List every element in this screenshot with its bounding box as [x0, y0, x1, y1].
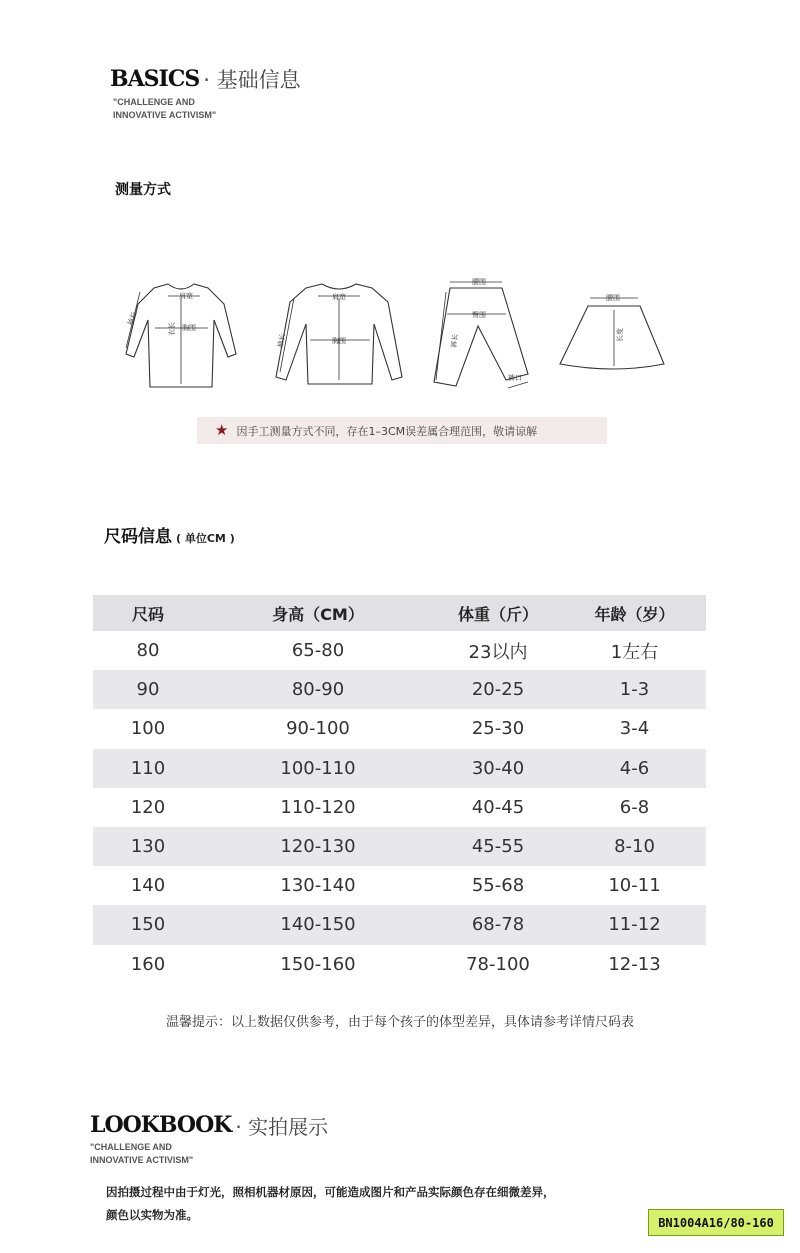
- skirt-waist-label: 腰围: [606, 294, 620, 302]
- lookbook-title-cn: · 实拍展示: [235, 1114, 329, 1139]
- measurement-diagrams: [110, 262, 670, 402]
- pants-length-label: 裤长: [450, 333, 460, 349]
- lookbook-tagline-line1: "CHALLENGE AND: [90, 1142, 172, 1152]
- dress-chest-label: 胸围: [182, 324, 196, 332]
- basics-title-en: BASICS: [110, 66, 200, 92]
- table-cell: 78-100: [466, 953, 530, 975]
- pants-hip-label: 臀围: [472, 311, 486, 319]
- basics-title-cn: · 基础信息: [203, 68, 301, 92]
- table-header-size: 尺码: [131, 604, 164, 624]
- table-cell: 10-11: [608, 875, 661, 897]
- pants-diagram: [434, 282, 528, 388]
- table-row: [93, 749, 706, 788]
- size-info-title: 尺码信息: [104, 527, 172, 547]
- table-cell: 68-78: [471, 914, 525, 936]
- table-cell: 11-12: [608, 914, 661, 936]
- measure-notice-text: 因手工测量方式不同，存在1–3CM误差属合理范围，敬请谅解: [236, 424, 538, 438]
- table-cell: 160: [130, 953, 166, 975]
- product-code-badge: BN1004A16/80-160: [648, 1209, 784, 1236]
- table-row: [93, 905, 706, 944]
- pants-leg-opening-label: 裤口: [508, 374, 522, 382]
- table-cell: 4-6: [619, 757, 650, 779]
- table-cell: 90: [136, 679, 160, 701]
- table-header-row: [93, 595, 706, 631]
- lookbook-tagline-line2: INNOVATIVE ACTIVISM": [90, 1155, 194, 1165]
- table-cell: 110: [130, 757, 166, 779]
- table-cell: 12-13: [608, 953, 661, 975]
- table-row: [93, 709, 706, 748]
- basics-heading: [110, 62, 301, 96]
- table-cell: 130: [130, 836, 166, 858]
- lookbook-heading: [90, 1108, 328, 1142]
- skirt-diagram: [560, 298, 664, 369]
- table-row: [93, 827, 706, 866]
- table-cell: 25-30: [471, 718, 525, 740]
- table-cell: 140-150: [280, 914, 356, 936]
- measure-notice: [197, 417, 607, 444]
- table-cell: 80: [136, 640, 160, 662]
- basics-tagline-line1: "CHALLENGE AND: [113, 97, 195, 107]
- size-info-heading: [104, 522, 235, 547]
- skirt-length-label: 长度: [616, 328, 624, 342]
- table-row: [93, 866, 706, 905]
- size-hint: 温馨提示：以上数据仅供参考，由于每个孩子的体型差异，具体请参考详情尺码表: [165, 1015, 634, 1030]
- basics-tagline: [113, 96, 216, 122]
- basics-tagline-line2: INNOVATIVE ACTIVISM": [113, 110, 217, 120]
- table-header-weight: 体重（斤）: [457, 604, 538, 624]
- table-cell: 23以内: [468, 641, 528, 663]
- top-chest-label: 胸围: [332, 337, 346, 345]
- size-info-unit: ( 单位CM ): [176, 532, 235, 545]
- table-row: [93, 788, 706, 827]
- table-header-height: 身高（CM）: [272, 604, 364, 624]
- top-sleeve-label: 袖长: [276, 333, 287, 349]
- star-icon: ★: [215, 421, 229, 439]
- table-row: [93, 670, 706, 709]
- table-cell: 120: [130, 796, 166, 818]
- size-table: [93, 595, 706, 984]
- table-cell: 6-8: [619, 796, 650, 818]
- top-shoulder-label: 肩宽: [332, 293, 346, 301]
- table-cell: 45-55: [471, 836, 525, 858]
- table-header-age: 年龄（岁）: [594, 604, 675, 624]
- table-cell: 150-160: [280, 953, 356, 975]
- table-cell: 140: [130, 875, 166, 897]
- table-cell: 90-100: [286, 718, 350, 740]
- table-cell: 8-10: [614, 836, 655, 858]
- table-cell: 120-130: [280, 836, 356, 858]
- lookbook-note-line1: 因拍摄过程中由于灯光，照相机器材原因，可能造成图片和产品实际颜色存在细微差异，: [106, 1185, 555, 1199]
- table-cell: 40-45: [471, 796, 525, 818]
- dress-shoulder-label: 肩宽: [179, 292, 193, 300]
- table-cell: 3-4: [619, 718, 650, 740]
- table-cell: 65-80: [291, 640, 345, 662]
- table-row: [93, 945, 706, 984]
- table-cell: 100-110: [280, 757, 356, 779]
- measure-title: 测量方式: [115, 182, 171, 198]
- lookbook-tagline: [90, 1141, 193, 1167]
- table-cell: 30-40: [471, 757, 525, 779]
- dress-sleeve-label: 袖长: [126, 310, 139, 327]
- table-cell: 150: [130, 914, 166, 936]
- pants-waist-label: 腰围: [472, 278, 486, 286]
- table-cell: 80-90: [291, 679, 345, 701]
- lookbook-title-en: LOOKBOOK: [90, 1112, 232, 1138]
- table-cell: 1左右: [610, 641, 659, 663]
- table-cell: 1-3: [619, 679, 650, 701]
- lookbook-note-line2: 颜色以实物为准。: [106, 1208, 198, 1222]
- dress-length-label: 衣长: [168, 322, 176, 336]
- table-cell: 100: [130, 718, 166, 740]
- table-cell: 110-120: [280, 796, 356, 818]
- table-row: [93, 631, 706, 670]
- table-cell: 20-25: [471, 679, 525, 701]
- table-cell: 130-140: [280, 875, 356, 897]
- table-cell: 55-68: [471, 875, 525, 897]
